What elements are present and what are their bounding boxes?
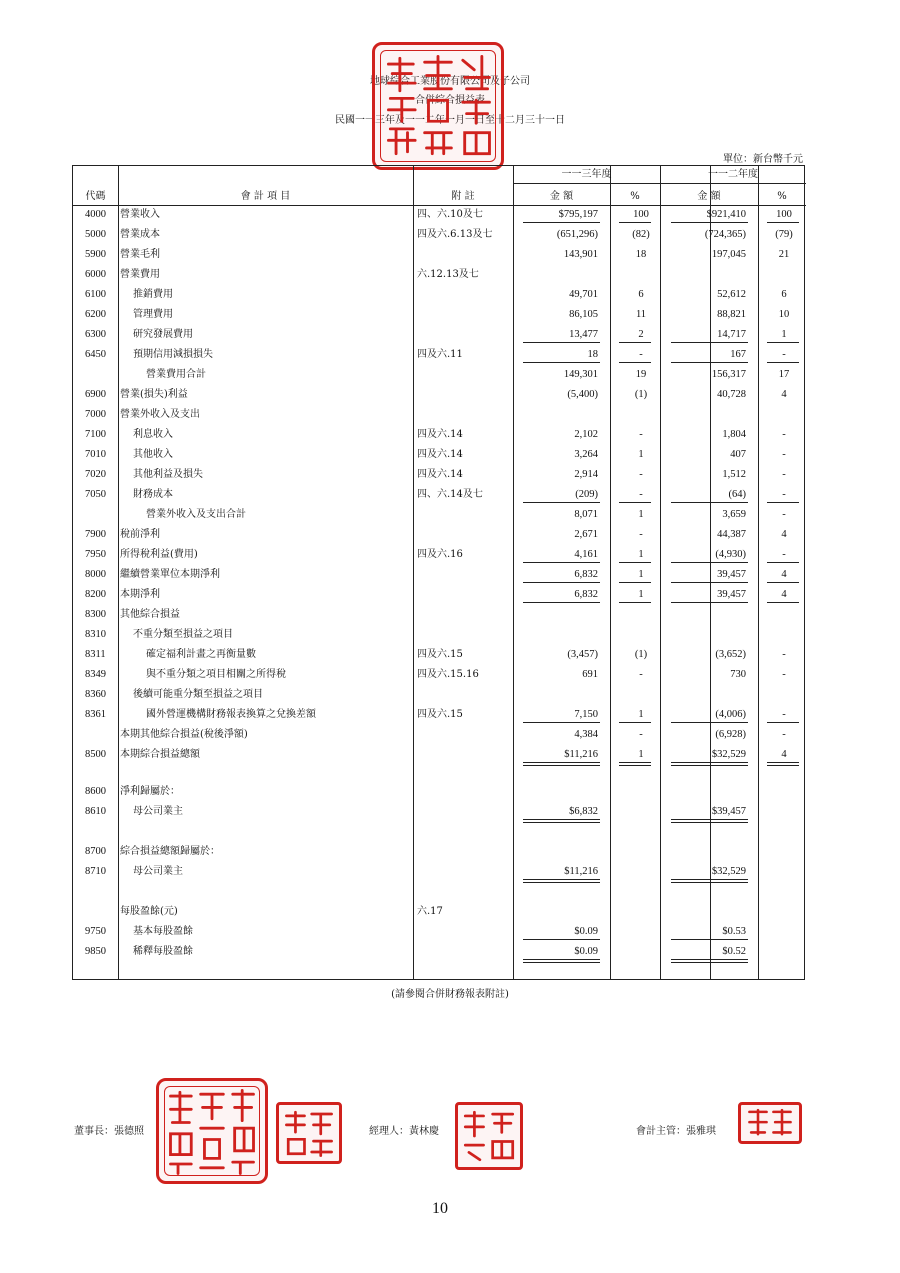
- row-pct-2023: -: [782, 509, 786, 520]
- row-amount-2024: 4,384: [574, 729, 598, 740]
- row-amount-2024: 49,701: [569, 289, 598, 300]
- row-amount-2023: $39,457: [711, 806, 746, 817]
- underline: [671, 582, 748, 583]
- pct-header: %: [630, 191, 640, 202]
- underline: [767, 582, 799, 583]
- row-item: 母公司業主: [133, 866, 183, 877]
- note-header: 附 註: [451, 191, 475, 202]
- underline: [671, 882, 748, 883]
- row-pct-2024: 19: [635, 369, 647, 380]
- underline: [619, 722, 651, 723]
- row-amount-2023: 39,457: [717, 589, 746, 600]
- row-note: 四及六.15.16: [417, 669, 479, 680]
- row-pct-2023: 4: [781, 389, 787, 400]
- row-amount-2023: (4,006): [715, 709, 746, 720]
- row-amount-2023: (6,928): [715, 729, 746, 740]
- underline: [523, 342, 600, 343]
- row-amount-2023: 40,728: [717, 389, 746, 400]
- row-code: 8710: [85, 866, 106, 877]
- row-item: 財務成本: [133, 489, 173, 500]
- row-pct-2024: (82): [632, 229, 650, 240]
- row-amount-2023: 197,045: [711, 249, 746, 260]
- row-item: 所得稅利益(費用): [120, 549, 198, 560]
- row-code: 8300: [85, 609, 106, 620]
- row-pct-2024: -: [639, 529, 643, 540]
- row-item: 綜合損益總額歸屬於：: [120, 846, 220, 857]
- row-amount-2024: $0.09: [574, 946, 598, 957]
- row-amount-2023: 1,512: [722, 469, 746, 480]
- column-divider: [610, 166, 611, 979]
- row-amount-2024: $0.09: [574, 926, 598, 937]
- row-note: 四及六.15: [417, 649, 463, 660]
- underline: [767, 722, 799, 723]
- row-code: 4000: [85, 209, 106, 220]
- row-note: 四及六.14: [417, 429, 463, 440]
- row-note: 六.12.13及七: [417, 269, 479, 280]
- row-pct-2024: 100: [633, 209, 649, 220]
- footnote: (請參閱合併財務報表附註): [391, 989, 509, 1000]
- row-item: 母公司業主: [133, 806, 183, 817]
- row-pct-2024: 1: [638, 589, 644, 600]
- row-pct-2024: 1: [638, 449, 644, 460]
- manager-seal-stamp: [455, 1102, 523, 1170]
- row-code: 8600: [85, 786, 106, 797]
- row-amount-2023: (64): [728, 489, 746, 500]
- currency-unit: 單位：新台幣千元: [723, 154, 803, 165]
- row-item: 淨利歸屬於：: [120, 786, 180, 797]
- row-item: 營業(損失)利益: [120, 389, 188, 400]
- row-item: 後續可能重分類至損益之項目: [133, 689, 263, 700]
- row-pct-2024: 2: [638, 329, 644, 340]
- row-amount-2024: (651,296): [556, 229, 598, 240]
- row-item: 預期信用減損損失: [133, 349, 213, 360]
- amount-header: 金 額: [549, 191, 574, 202]
- row-pct-2024: -: [639, 469, 643, 480]
- underline: [767, 502, 799, 503]
- underline: [523, 882, 600, 883]
- row-pct-2024: -: [639, 429, 643, 440]
- row-item: 本期綜合損益總額: [120, 749, 200, 760]
- amount-header: 金 額: [697, 191, 721, 202]
- row-note: 四及六.15: [417, 709, 463, 720]
- row-amount-2023: 14,717: [717, 329, 746, 340]
- statement-period: 民國一一三年及一一二年一月一日至十二月三十一日: [335, 115, 565, 126]
- column-divider: [118, 166, 119, 979]
- row-note: 四及六.14: [417, 469, 463, 480]
- row-amount-2024: $6,832: [569, 806, 598, 817]
- row-pct-2023: 100: [776, 209, 792, 220]
- underline: [523, 362, 600, 363]
- row-amount-2023: $32,529: [711, 749, 746, 760]
- row-item: 其他綜合損益: [120, 609, 180, 620]
- row-pct-2024: -: [639, 489, 643, 500]
- row-item: 推銷費用: [133, 289, 173, 300]
- company-name: 地球綜合工業股份有限公司及子公司: [370, 76, 530, 87]
- row-amount-2023: (724,365): [704, 229, 746, 240]
- row-code: 7010: [85, 449, 106, 460]
- row-item: 營業收入: [120, 209, 160, 220]
- underline: [767, 362, 799, 363]
- row-pct-2024: 1: [638, 709, 644, 720]
- row-amount-2023: 730: [730, 669, 746, 680]
- row-code: 6300: [85, 329, 106, 340]
- row-amount-2023: (4,930): [715, 549, 746, 560]
- chairman-personal-seal: [276, 1102, 342, 1164]
- row-pct-2023: -: [782, 729, 786, 740]
- row-pct-2023: -: [782, 549, 786, 560]
- row-code: 8200: [85, 589, 106, 600]
- row-pct-2024: 1: [638, 749, 644, 760]
- page-number: 10: [432, 1200, 448, 1217]
- row-pct-2023: 4: [781, 569, 787, 580]
- row-item: 與不重分類之項目相關之所得稅: [146, 669, 286, 680]
- row-amount-2023: $0.53: [722, 926, 746, 937]
- underline: [767, 222, 799, 223]
- company-seal-stamp: [372, 42, 504, 170]
- underline: [523, 879, 600, 880]
- row-item: 基本每股盈餘: [133, 926, 193, 937]
- row-pct-2024: 1: [638, 549, 644, 560]
- row-item: 營業外收入及支出: [120, 409, 200, 420]
- underline: [671, 765, 748, 766]
- row-amount-2024: $11,216: [564, 866, 598, 877]
- row-amount-2024: 143,901: [563, 249, 598, 260]
- row-code: 7950: [85, 549, 106, 560]
- row-item: 利息收入: [133, 429, 173, 440]
- row-amount-2024: 2,914: [574, 469, 598, 480]
- row-amount-2024: $11,216: [564, 749, 598, 760]
- pct-header: %: [777, 191, 787, 202]
- underline: [671, 562, 748, 563]
- code-header: 代碼: [85, 191, 106, 202]
- underline: [767, 342, 799, 343]
- underline: [671, 502, 748, 503]
- row-item: 繼續營業單位本期淨利: [120, 569, 220, 580]
- row-code: 7050: [85, 489, 106, 500]
- underline: [619, 582, 651, 583]
- row-pct-2023: -: [782, 489, 786, 500]
- row-pct-2024: 11: [635, 309, 647, 320]
- row-amount-2023: 39,457: [717, 569, 746, 580]
- row-amount-2023: 407: [730, 449, 746, 460]
- row-amount-2023: $0.52: [722, 946, 746, 957]
- underline: [619, 765, 651, 766]
- row-code: 6000: [85, 269, 106, 280]
- row-amount-2024: 13,477: [569, 329, 598, 340]
- row-item: 其他利益及損失: [133, 469, 203, 480]
- row-amount-2023: 44,387: [717, 529, 746, 540]
- row-item: 營業外收入及支出合計: [146, 509, 246, 520]
- underline: [671, 762, 748, 763]
- underline: [671, 362, 748, 363]
- row-pct-2023: -: [782, 349, 786, 360]
- underline: [523, 939, 600, 940]
- row-pct-2024: -: [639, 729, 643, 740]
- row-item: 不重分類至損益之項目: [133, 629, 233, 640]
- underline: [671, 822, 748, 823]
- row-code: 5000: [85, 229, 106, 240]
- row-code: 7020: [85, 469, 106, 480]
- underline: [523, 502, 600, 503]
- row-code: 7100: [85, 429, 106, 440]
- underline: [523, 765, 600, 766]
- underline: [523, 562, 600, 563]
- row-note: 四及六.11: [417, 349, 463, 360]
- underline: [767, 602, 799, 603]
- row-amount-2024: 7,150: [574, 709, 598, 720]
- row-code: 8349: [85, 669, 106, 680]
- underline: [619, 342, 651, 343]
- chairman-signature: 董事長：張德照: [74, 1126, 144, 1137]
- row-item: 其他收入: [133, 449, 173, 460]
- row-item: 確定福利計畫之再衡量數: [146, 649, 256, 660]
- row-code: 7900: [85, 529, 106, 540]
- row-pct-2023: 10: [778, 309, 790, 320]
- row-amount-2024: 6,832: [574, 569, 598, 580]
- underline: [523, 722, 600, 723]
- row-item: 營業費用合計: [146, 369, 206, 380]
- row-pct-2023: (79): [775, 229, 793, 240]
- underline: [619, 362, 651, 363]
- row-amount-2023: (3,652): [715, 649, 746, 660]
- row-amount-2023: 156,317: [711, 369, 746, 380]
- row-amount-2024: 149,301: [563, 369, 598, 380]
- row-amount-2023: 3,659: [722, 509, 746, 520]
- row-amount-2024: $795,197: [558, 209, 598, 220]
- row-code: 9850: [85, 946, 106, 957]
- underline: [523, 762, 600, 763]
- row-pct-2024: 18: [635, 249, 647, 260]
- column-divider: [513, 166, 514, 979]
- row-pct-2024: -: [639, 349, 643, 360]
- row-pct-2024: 1: [638, 509, 644, 520]
- row-code: 7000: [85, 409, 106, 420]
- row-code: 8500: [85, 749, 106, 760]
- underline: [619, 222, 651, 223]
- row-amount-2024: (5,400): [567, 389, 598, 400]
- row-amount-2023: $921,410: [706, 209, 746, 220]
- row-code: 6450: [85, 349, 106, 360]
- underline: [767, 562, 799, 563]
- accountant-seal-stamp: [738, 1102, 802, 1144]
- row-amount-2024: 4,161: [574, 549, 598, 560]
- underline: [767, 765, 799, 766]
- row-pct-2023: -: [782, 449, 786, 460]
- row-pct-2024: 6: [638, 289, 644, 300]
- underline: [767, 762, 799, 763]
- row-code: 6900: [85, 389, 106, 400]
- underline: [671, 939, 748, 940]
- column-divider: [413, 166, 414, 979]
- row-pct-2023: -: [782, 469, 786, 480]
- row-note: 四及六.16: [417, 549, 463, 560]
- underline: [671, 962, 748, 963]
- row-note: 六.17: [417, 906, 443, 917]
- row-item: 國外營運機構財務報表換算之兌換差額: [146, 709, 316, 720]
- row-code: 8360: [85, 689, 106, 700]
- row-amount-2023: $32,529: [711, 866, 746, 877]
- row-item: 營業費用: [120, 269, 160, 280]
- underline: [619, 762, 651, 763]
- row-note: 四、六.10及七: [417, 209, 483, 220]
- row-code: 6200: [85, 309, 106, 320]
- row-code: 8310: [85, 629, 106, 640]
- row-code: 5900: [85, 249, 106, 260]
- underline: [619, 602, 651, 603]
- underline: [671, 342, 748, 343]
- header-divider: [513, 183, 806, 184]
- column-divider: [758, 166, 759, 979]
- row-amount-2023: 167: [730, 349, 746, 360]
- chairman-seal-stamp: [156, 1078, 268, 1184]
- underline: [671, 879, 748, 880]
- row-item: 營業成本: [120, 229, 160, 240]
- row-amount-2024: 86,105: [569, 309, 598, 320]
- header-divider: [73, 205, 806, 206]
- row-amount-2024: 6,832: [574, 589, 598, 600]
- row-pct-2024: 1: [638, 569, 644, 580]
- underline: [671, 602, 748, 603]
- income-statement-table: [72, 165, 805, 980]
- accountant-signature: 會計主管：張雅琪: [636, 1126, 716, 1137]
- row-code: 8361: [85, 709, 106, 720]
- row-code: 8311: [85, 649, 106, 660]
- row-note: 四及六.6.13及七: [417, 229, 493, 240]
- underline: [523, 959, 600, 960]
- underline: [619, 562, 651, 563]
- row-pct-2023: -: [782, 709, 786, 720]
- row-item: 本期其他綜合損益(稅後淨額): [120, 729, 248, 740]
- underline: [523, 582, 600, 583]
- row-pct-2023: -: [782, 429, 786, 440]
- underline: [523, 822, 600, 823]
- row-pct-2023: 4: [781, 529, 787, 540]
- row-code: 6100: [85, 289, 106, 300]
- underline: [523, 602, 600, 603]
- row-item: 稅前淨利: [120, 529, 160, 540]
- row-code: 8700: [85, 846, 106, 857]
- row-amount-2024: (3,457): [567, 649, 598, 660]
- row-code: 8000: [85, 569, 106, 580]
- row-item: 研究發展費用: [133, 329, 193, 340]
- row-pct-2023: 21: [778, 249, 790, 260]
- row-item: 管理費用: [133, 309, 173, 320]
- row-pct-2023: 4: [781, 749, 787, 760]
- row-amount-2024: 2,671: [574, 529, 598, 540]
- row-amount-2023: 1,804: [722, 429, 746, 440]
- row-pct-2023: 4: [781, 589, 787, 600]
- row-item: 營業毛利: [120, 249, 160, 260]
- row-item: 每股盈餘(元): [120, 906, 178, 917]
- row-amount-2023: 88,821: [717, 309, 746, 320]
- row-code: 9750: [85, 926, 106, 937]
- row-amount-2023: 52,612: [717, 289, 746, 300]
- row-pct-2023: 17: [778, 369, 790, 380]
- statement-title: 合併綜合損益表: [415, 95, 485, 106]
- row-amount-2024: 3,264: [574, 449, 598, 460]
- underline: [523, 819, 600, 820]
- underline: [671, 819, 748, 820]
- underline: [523, 962, 600, 963]
- manager-signature: 經理人：黃林慶: [369, 1126, 439, 1137]
- row-amount-2024: 18: [587, 349, 598, 360]
- underline: [619, 502, 651, 503]
- row-amount-2024: (209): [575, 489, 598, 500]
- row-note: 四及六.14: [417, 449, 463, 460]
- row-item: 本期淨利: [120, 589, 160, 600]
- year-2023-header: 一一二年度: [708, 169, 758, 180]
- row-pct-2023: -: [782, 649, 786, 660]
- row-note: 四、六.14及七: [417, 489, 483, 500]
- underline: [671, 959, 748, 960]
- row-pct-2023: 1: [781, 329, 787, 340]
- row-pct-2023: -: [782, 669, 786, 680]
- row-amount-2024: 8,071: [574, 509, 598, 520]
- row-code: 8610: [85, 806, 106, 817]
- row-pct-2023: 6: [781, 289, 787, 300]
- row-amount-2024: 2,102: [574, 429, 598, 440]
- underline: [671, 722, 748, 723]
- row-pct-2024: (1): [634, 389, 648, 400]
- row-pct-2024: (1): [634, 649, 648, 660]
- underline: [671, 222, 748, 223]
- row-amount-2024: 691: [582, 669, 598, 680]
- year-2024-header: 一一三年度: [561, 169, 612, 180]
- row-pct-2024: -: [639, 669, 643, 680]
- item-header: 會 計 項 目: [240, 191, 291, 202]
- underline: [523, 222, 600, 223]
- row-item: 稀釋每股盈餘: [133, 946, 193, 957]
